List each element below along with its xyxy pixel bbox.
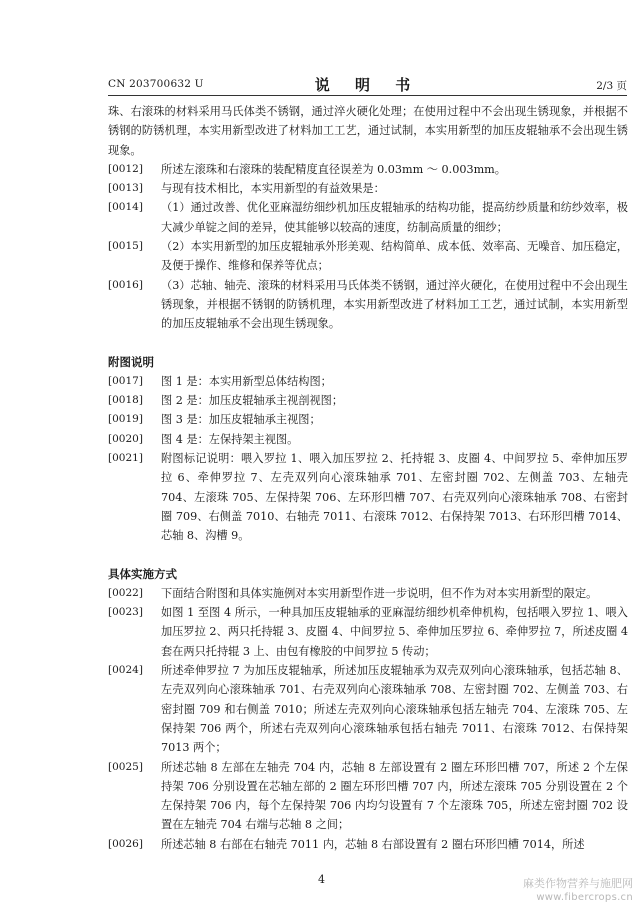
paragraph-0021 (108, 449, 628, 545)
paragraph-text: 图 2 是：加压皮辊轴承主视剖视图； (161, 394, 344, 408)
paragraph-text: 图 4 是：左保持架主视图。 (161, 432, 299, 446)
paragraph-text: （1）通过改善、优化亚麻湿纺细纱机加压皮辊轴承的结构功能，提高纺纱质量和纺纱效率，极大减少单锭之间的差异，使其能够以较高的速度，纺制高质量的细纱； (161, 201, 628, 234)
paragraph-0016 (108, 276, 628, 334)
paragraph-text: 图 3 是：加压皮辊轴承主视图； (161, 413, 321, 427)
paragraph-number: [0018] (108, 394, 143, 407)
paragraph-text: 如图 1 至图 4 所示，一种具加压皮辊轴承的亚麻湿纺细纱机牵伸机构，包括喂入罗拉 1、喂入加压罗拉 2、两只托持辊 3、皮圈 4、中间罗拉 5、牵伸加压罗拉 6、牵伸罗拉 7，所述皮圈 4 套在两只托持辊 3 上、由包有橡胶的中间罗拉 5 传动； (161, 606, 628, 658)
page-header (108, 75, 627, 96)
paragraph-number: [0024] (108, 664, 143, 677)
paragraph-number: [0017] (108, 374, 143, 387)
paragraph-0025 (108, 758, 628, 835)
paragraph-text: （2）本实用新型的加压皮辊轴承外形美观、结构简单、成本低、效率高、无噪音、加压稳定，及便于操作、维修和保养等优点； (161, 240, 628, 273)
paragraph-number: [0019] (108, 413, 143, 426)
paragraph-0018 (108, 391, 628, 410)
paragraph-number: [0020] (108, 432, 143, 445)
paragraph-number: [0026] (108, 837, 143, 850)
paragraph-text: 下面结合附图和具体实施例对本实用新型作进一步说明，但不作为对本实用新型的限定。 (161, 586, 598, 600)
paragraph-text: 所述左滚珠和右滚珠的装配精度直径误差为 0.03mm ～ 0.003mm。 (161, 162, 506, 176)
paragraph-0015 (108, 237, 628, 276)
paragraph-text: 珠、右滚珠的材料采用马氏体类不锈钢，通过淬火硬化处理；在使用过程中不会出现生锈现象，并根据不锈钢的防锈机理，本实用新型改进了材料加工工艺，通过试制，本实用新型的加压皮辊轴承不会出现生锈现象。 (108, 105, 628, 157)
paragraph-number: [0025] (108, 760, 143, 773)
paragraph-0022 (108, 584, 628, 603)
page-indicator: 2/3 页 (596, 80, 627, 92)
section-title-figures: 附图说明 (108, 354, 154, 369)
continued-paragraph (108, 102, 628, 160)
watermark-url: www.fibercrops.cn (536, 892, 633, 903)
section-spacer (108, 546, 628, 565)
paragraph-text: 所述牵伸罗拉 7 为加压皮辊轴承，所述加压皮辊轴承为双壳双列向心滚珠轴承，包括芯轴 8、左壳双列向心滚珠轴承 701、右壳双列向心滚珠轴承 708、左密封圈 702、左侧盖 703、右密封圈 709 和右侧盖 7010；所述左壳双列向心滚珠轴承包括左轴壳 704、左滚珠 705、左保持架 706 两个，所述右壳双列向心滚珠轴承包括右轴壳 7011、右滚珠 7012、右保持架 7013 两个； (161, 664, 628, 755)
paragraph-text: 图 1 是：本实用新型总体结构图； (161, 374, 332, 388)
paragraph-0014 (108, 198, 628, 237)
paragraph-0012 (108, 160, 628, 179)
paragraph-text: 所述芯轴 8 右部在右轴壳 7011 内，芯轴 8 右部设置有 2 圈右环形凹槽 7014，所述 (161, 837, 585, 851)
paragraph-number: [0023] (108, 606, 143, 619)
paragraph-number: [0013] (108, 182, 143, 195)
page-number: 4 (318, 873, 325, 886)
doc-number: CN 203700632 U (108, 78, 204, 90)
paragraph-text: 与现有技术相比，本实用新型的有益效果是： (161, 182, 385, 196)
site-watermark (523, 877, 633, 905)
paragraph-number: [0021] (108, 452, 143, 465)
paragraph-0017 (108, 372, 628, 391)
doc-title: 说 明 书 (314, 76, 421, 94)
paragraph-0024 (108, 661, 628, 757)
paragraph-0023 (108, 603, 628, 661)
paragraph-text: 附图标记说明：喂入罗拉 1、喂入加压罗拉 2、托持辊 3、皮圈 4、中间罗拉 5、牵伸加压罗拉 6、牵伸罗拉 7、左壳双列向心滚珠轴承 701、左密封圈 702、左侧盖 703、左轴壳 704、左滚珠 705、左保持架 706、左环形凹槽 707、右壳双列向心滚珠轴承 708、右密封圈 709、右侧盖 7010、右轴壳 7011、右滚珠 7012、右保持架 7013、右环形凹槽 7014、芯轴 8、沟槽 9。 (161, 452, 628, 543)
document-body (108, 102, 628, 854)
watermark-text: 麻类作物营养与施肥网 (523, 877, 633, 890)
paragraph-number: [0015] (108, 240, 143, 253)
paragraph-number: [0016] (108, 278, 143, 291)
paragraph-number: [0012] (108, 162, 143, 175)
section-spacer (108, 334, 628, 353)
paragraph-0026 (108, 835, 628, 854)
paragraph-number: [0014] (108, 201, 143, 214)
paragraph-0020 (108, 430, 628, 449)
paragraph-0013 (108, 179, 628, 198)
section-title-embodiment: 具体实施方式 (108, 566, 177, 581)
paragraph-text: （3）芯轴、轴壳、滚珠的材料采用马氏体类不锈钢，通过淬火硬化，在使用过程中不会出现生锈现象，并根据不锈钢的防锈机理，本实用新型改进了材料加工工艺，通过试制，本实用新型的加压皮辊轴承不会出现生锈现象。 (161, 278, 628, 331)
paragraph-number: [0022] (108, 586, 143, 599)
paragraph-text: 所述芯轴 8 左部在左轴壳 704 内，芯轴 8 左部设置有 2 圈左环形凹槽 707，所述 2 个左保持架 706 分别设置在芯轴左部的 2 圈左环形凹槽 707 内，所述左滚珠 705 分别设置在 2 个左保持架 706 内，每个左保持架 706 内均匀设置有 7 个左滚珠 705，所述左密封圈 702 设置在左轴壳 704 右端与芯轴 8 之间； (161, 760, 628, 832)
paragraph-0019 (108, 410, 628, 429)
